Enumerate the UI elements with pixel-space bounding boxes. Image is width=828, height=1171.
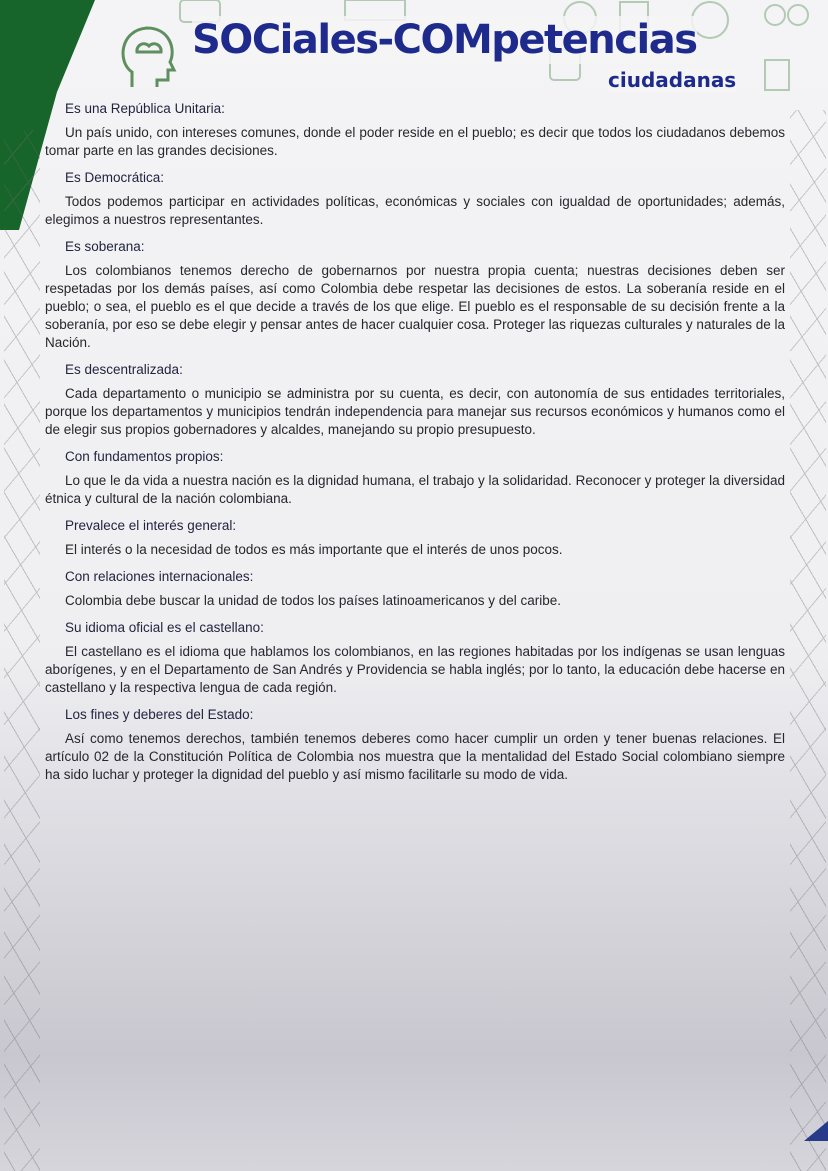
section-idioma-oficial (45, 619, 785, 697)
section-text: Los colombianos tenemos derecho de gobernarnos por nuestra propia cuenta; nuestras decisiones deben ser respetadas por los demás países, así como Colombia debe respetar las decisiones de estos. La soberanía reside en el pueblo; o sea, el pueblo es el que decide a través de los que elige. El pueblo es el responsable de su decisión frente a la soberanía, por eso se debe elegir y pensar antes de hacer cualquier cosa. Proteger las riquezas culturales y naturales de la Nación. (45, 263, 785, 350)
section-heading: Es soberana: (65, 239, 145, 254)
person-icon (788, 5, 808, 25)
section-text: Todos podemos participar en actividades políticas, económicas y sociales con igualdad de oportunidades; además, elegimos a nuestros representantes. (45, 194, 785, 227)
section-text: Cada departamento o municipio se administra por su cuenta, es decir, con autonomía de sus entidades territoriales, porque los departamentos y municipios tendrán independencia para manejar sus recursos económicos y humanos como el de elegir sus propios gobernadores y alcaldes, manejando su propio presupuesto. (45, 386, 785, 437)
dash-pattern-right (790, 110, 826, 1171)
section-text: El castellano es el idioma que hablamos los colombianos, en las regiones habitadas por los indígenas se usan lenguas aborígenes, y en el Departamento de San Andrés y Providencia se habla inglés; por lo tanto, la educación debe hacerse en castellano y la respectiva lengua de cada región. (45, 644, 785, 695)
section-text: Así como tenemos derechos, también tenemos deberes como hacer cumplir un orden y tener buenas relaciones. El artículo 02 de la Constitución Política de Colombia nos muestra que la mentalidad del Estado Social colombiano siempre ha sido luchar y proteger la dignidad del pueblo y así mismo facilitarle su modo de vida. (45, 731, 785, 782)
section-heading: Es Democrática: (65, 170, 165, 185)
person-icon (765, 5, 785, 25)
page-subtitle: ciudadanas (608, 68, 737, 92)
section-heading: Los fines y deberes del Estado: (65, 707, 254, 722)
section-text: Colombia debe buscar la unidad de todos los países latinoamericanos y del caribe. (65, 593, 562, 608)
blue-corner-decoration (804, 1121, 828, 1141)
section-text: Lo que le da vida a nuestra nación es la dignidad humana, el trabajo y la solidaridad. Reconocer y proteger la diversidad étnica y cultural de la nación colombiana. (45, 473, 785, 506)
page-title: SOCiales-COMpetencias (192, 17, 697, 63)
section-descentralizada (45, 361, 785, 439)
dash-pattern-left (4, 130, 40, 1171)
document-body (45, 100, 785, 793)
section-fines-deberes (45, 706, 785, 784)
section-heading: Con relaciones internacionales: (65, 569, 254, 584)
section-democratica (45, 169, 785, 229)
section-heading: Su idioma oficial es el castellano: (65, 620, 264, 635)
section-soberana (45, 238, 785, 352)
family-icon (765, 60, 789, 90)
section-fundamentos-propios (45, 448, 785, 508)
section-heading: Prevalece el interés general: (65, 518, 237, 533)
section-text: El interés o la necesidad de todos es más importante que el interés de unos pocos. (65, 542, 563, 557)
section-heading: Es una República Unitaria: (65, 101, 225, 116)
head-cloud-icon (112, 22, 182, 92)
section-interes-general (45, 517, 785, 559)
section-heading: Es descentralizada: (65, 362, 183, 377)
section-relaciones-internacionales (45, 568, 785, 610)
section-heading: Con fundamentos propios: (65, 449, 224, 464)
section-republica-unitaria (45, 100, 785, 160)
network-icon (692, 2, 728, 38)
section-text: Un país unido, con intereses comunes, donde el poder reside en el pueblo; es decir que todos los ciudadanos debemos tomar parte en las grandes decisiones. (45, 125, 785, 158)
